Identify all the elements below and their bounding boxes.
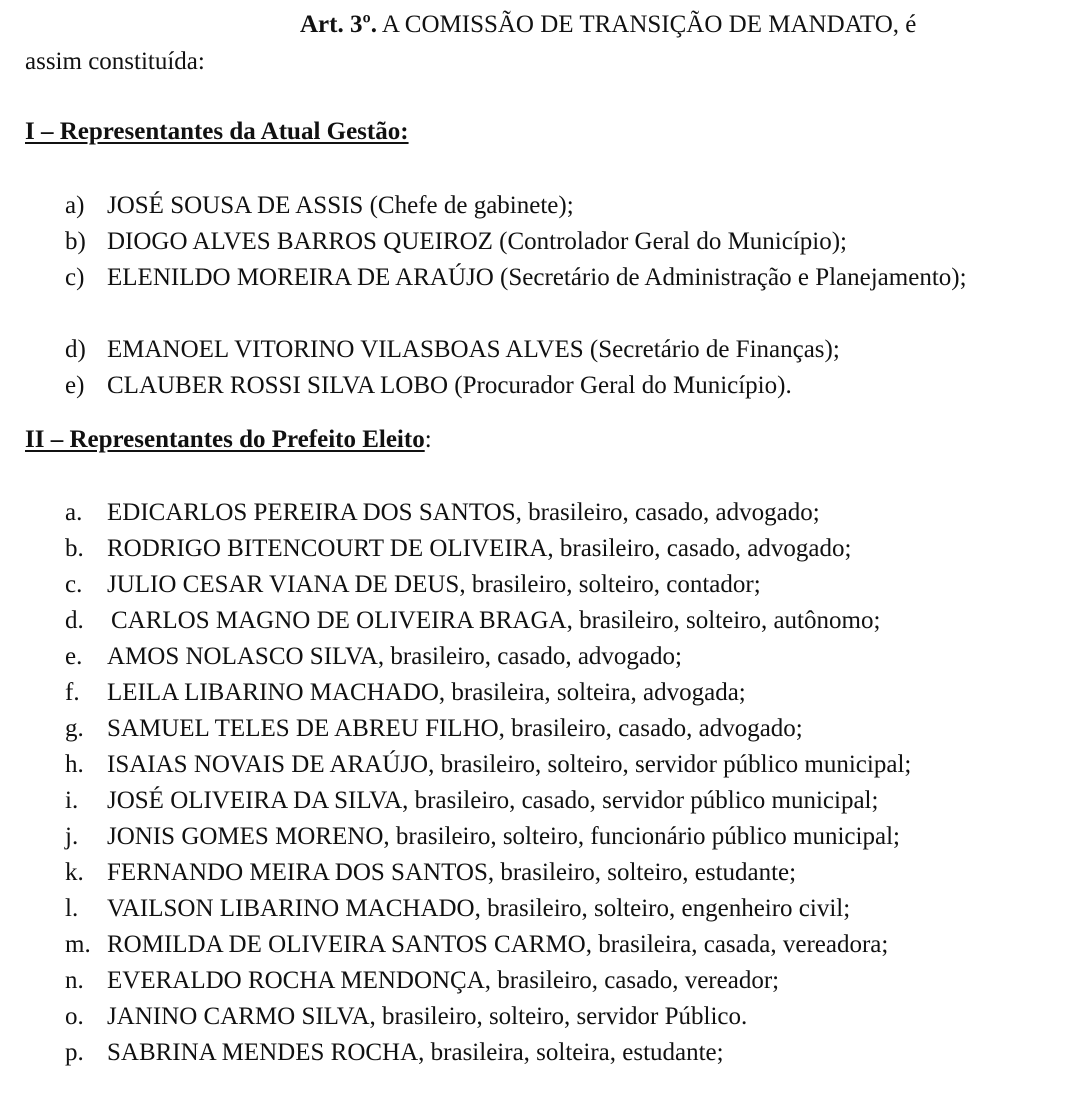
list-item: [0, 495, 1080, 531]
list-marker: k.: [65, 859, 84, 886]
list-marker: b): [65, 228, 86, 255]
section-heading-current-administration: [25, 114, 409, 150]
section-heading-text: I – Representantes da Atual Gestão:: [25, 118, 409, 145]
list-item: [0, 603, 1080, 639]
list-marker: h.: [65, 751, 84, 778]
list-marker: a.: [65, 499, 83, 526]
list-item-text: ISAIAS NOVAIS DE ARAÚJO, brasileiro, solteiro, servidor público municipal;: [107, 751, 912, 778]
list-item: [0, 332, 1080, 368]
list-item-text: JULIO CESAR VIANA DE DEUS, brasileiro, solteiro, contador;: [107, 571, 761, 598]
section-heading-colon: :: [424, 426, 432, 453]
list-marker: a): [65, 192, 85, 219]
list-item-text: FERNANDO MEIRA DOS SANTOS, brasileiro, solteiro, estudante;: [107, 859, 797, 886]
list-item-text: CARLOS MAGNO DE OLIVEIRA BRAGA, brasileiro, solteiro, autônomo;: [111, 607, 881, 634]
list-marker: o.: [65, 1003, 84, 1030]
list-item: [0, 711, 1080, 747]
list-item-text: EDICARLOS PEREIRA DOS SANTOS, brasileiro, casado, advogado;: [107, 499, 820, 526]
list-item: [0, 927, 1080, 963]
list-marker: p.: [65, 1039, 84, 1066]
list-item-text: JANINO CARMO SILVA, brasileiro, solteiro, servidor Público.: [107, 1003, 748, 1030]
list-item-text: VAILSON LIBARINO MACHADO, brasileiro, solteiro, engenheiro civil;: [107, 895, 851, 922]
list-item-text: SAMUEL TELES DE ABREU FILHO, brasileiro, casado, advogado;: [107, 715, 803, 742]
elected-mayor-list: [0, 495, 1080, 1071]
list-item-text: RODRIGO BITENCOURT DE OLIVEIRA, brasileiro, casado, advogado;: [107, 535, 852, 562]
list-item-text: EMANOEL VITORINO VILASBOAS ALVES (Secretário de Finanças);: [107, 336, 840, 363]
list-item: [0, 1035, 1080, 1071]
list-item-text: DIOGO ALVES BARROS QUEIROZ (Controlador Geral do Município);: [107, 228, 848, 255]
list-marker: n.: [65, 967, 84, 994]
list-marker: e.: [65, 643, 83, 670]
list-item: [0, 675, 1080, 711]
section-heading-text: II – Representantes do Prefeito Eleito: [25, 426, 425, 453]
list-marker: j.: [65, 823, 79, 850]
list-item: [0, 639, 1080, 675]
list-marker: m.: [65, 931, 91, 958]
list-item: [0, 747, 1080, 783]
list-marker: f.: [65, 679, 80, 706]
list-item-text: JOSÉ OLIVEIRA DA SILVA, brasileiro, casado, servidor público municipal;: [107, 787, 879, 814]
list-marker: g.: [65, 715, 84, 742]
list-marker: l.: [65, 895, 79, 922]
list-item: [0, 819, 1080, 855]
list-marker: e): [65, 372, 85, 399]
list-item: [0, 188, 1080, 224]
list-item: [0, 368, 1080, 404]
list-item-text: CLAUBER ROSSI SILVA LOBO (Procurador Geral do Município).: [107, 372, 792, 399]
section-heading-elected-mayor: [25, 422, 432, 458]
article-number: Art. 3º.: [300, 11, 377, 38]
list-item-text: ELENILDO MOREIRA DE ARAÚJO (Secretário de Administração e Planejamento);: [107, 264, 967, 291]
list-item: [0, 260, 1080, 332]
list-item: [0, 891, 1080, 927]
article-intro-continuation: assim constituída:: [25, 48, 205, 75]
list-item-text: ROMILDA DE OLIVEIRA SANTOS CARMO, brasileira, casada, vereadora;: [107, 931, 889, 958]
list-item: [0, 224, 1080, 260]
list-item-text: SABRINA MENDES ROCHA, brasileira, solteira, estudante;: [107, 1039, 724, 1066]
list-marker: c): [65, 264, 85, 291]
list-item: [0, 567, 1080, 603]
list-marker: c.: [65, 571, 83, 598]
list-item-text: JONIS GOMES MORENO, brasileiro, solteiro, funcionário público municipal;: [107, 823, 900, 850]
list-item-text: LEILA LIBARINO MACHADO, brasileira, solteira, advogada;: [107, 679, 746, 706]
list-item-text: AMOS NOLASCO SILVA, brasileiro, casado, advogado;: [107, 643, 682, 670]
list-marker: i.: [65, 787, 79, 814]
article-intro-line: [300, 7, 916, 43]
list-marker: d): [65, 336, 86, 363]
article-text: A COMISSÃO DE TRANSIÇÃO DE MANDATO, é: [376, 11, 917, 38]
list-marker: b.: [65, 535, 84, 562]
current-administration-list: [0, 188, 1080, 404]
list-item: [0, 855, 1080, 891]
list-item: [0, 783, 1080, 819]
list-item: [0, 963, 1080, 999]
list-item-text: EVERALDO ROCHA MENDONÇA, brasileiro, casado, vereador;: [107, 967, 780, 994]
list-item: [0, 999, 1080, 1035]
list-marker: d.: [65, 607, 84, 634]
list-item: [0, 531, 1080, 567]
list-item-text: JOSÉ SOUSA DE ASSIS (Chefe de gabinete);: [107, 192, 574, 219]
